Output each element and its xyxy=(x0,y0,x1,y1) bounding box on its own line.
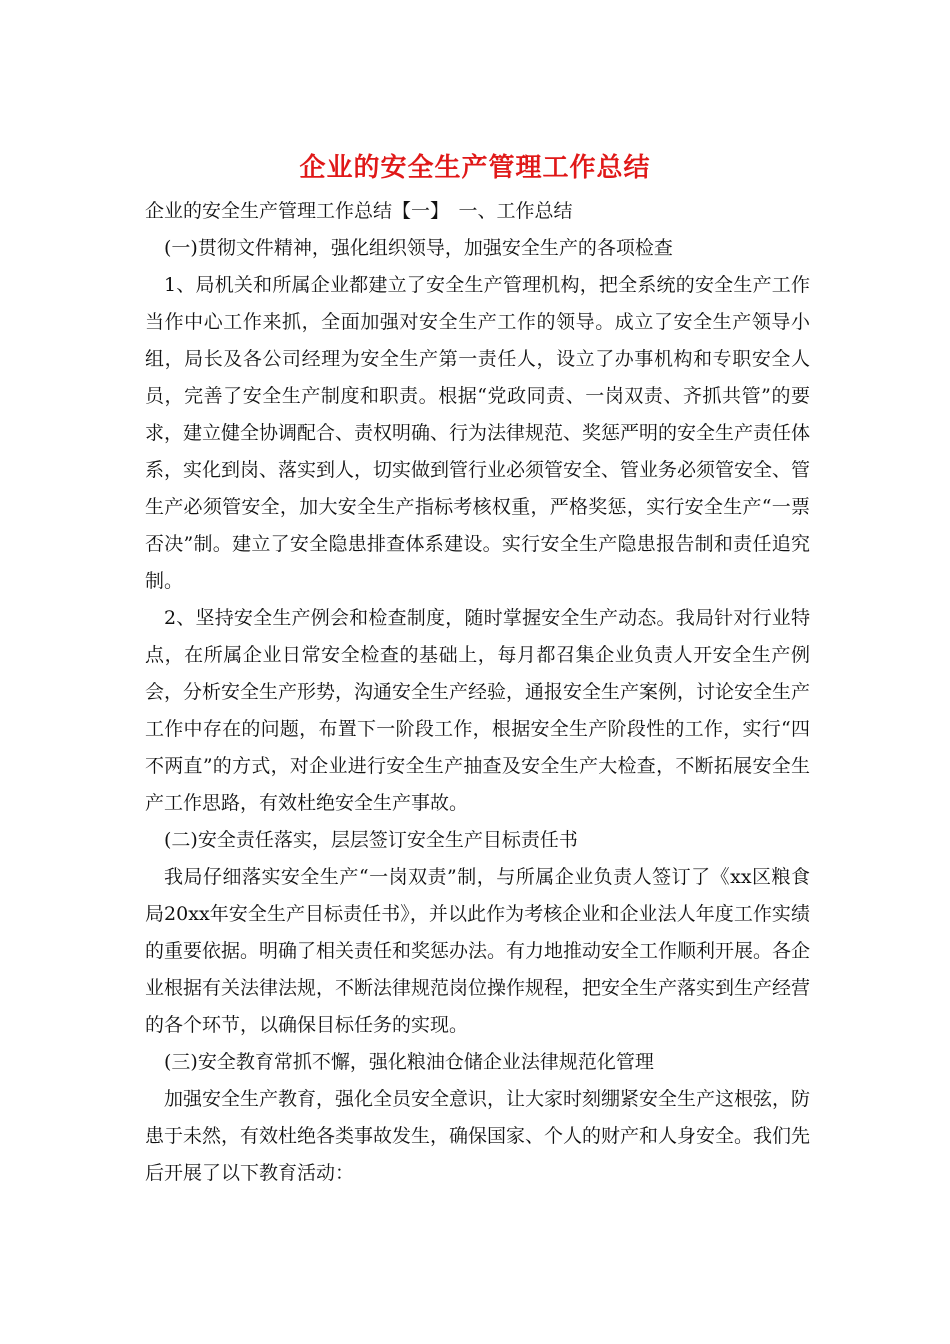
document-body xyxy=(145,193,810,1192)
section-heading-3: (三)安全教育常抓不懈，强化粮油仓储企业法律规范化管理 xyxy=(164,1051,654,1073)
section-heading-1: (一)贯彻文件精神，强化组织领导，加强安全生产的各项检查 xyxy=(164,237,673,259)
document-title: 企业的安全生产管理工作总结 xyxy=(299,153,651,183)
intro-line: 企业的安全生产管理工作总结【一】 一、工作总结 xyxy=(145,200,573,222)
paragraph-4: 加强安全生产教育，强化全员安全意识，让大家时刻绷紧安全生产这根弦，防患于未然，有效杜绝各类事故发生，确保国家、个人的财产和人身安全。我们先后开展了以下教育活动： xyxy=(145,1088,811,1184)
paragraph-3: 我局仔细落实安全生产“一岗双责”制，与所属企业负责人签订了《xx区粮食局20xx年安全生产目标责任书》，并以此作为考核企业和企业法人年度工作实绩的重要依据。明确了相关责任和奖惩办法。有力地推动安全工作顺利开展。各企业根据有关法律法规，不断法律规范岗位操作规程，把安全生产落实到生产经营的各个环节，以确保目标任务的实现。 xyxy=(145,866,811,1036)
section-heading-2: (二)安全责任落实，层层签订安全生产目标责任书 xyxy=(164,829,578,851)
paragraph-2: 2、坚持安全生产例会和检查制度，随时掌握安全生产动态。我局针对行业特点，在所属企业日常安全检查的基础上，每月都召集企业负责人开安全生产例会，分析安全生产形势，沟通安全生产经验，通报安全生产案例，讨论安全生产工作中存在的问题，布置下一阶段工作，根据安全生产阶段性的工作，实行“四不两直”的方式，对企业进行安全生产抽查及安全生产大检查，不断拓展安全生产工作思路，有效杜绝安全生产事故。 xyxy=(145,607,811,814)
paragraph-1: 1、局机关和所属企业都建立了安全生产管理机构，把全系统的安全生产工作当作中心工作来抓，全面加强对安全生产工作的领导。成立了安全生产领导小组，局长及各公司经理为安全生产第一责任人，设立了办事机构和专职安全人员，完善了安全生产制度和职责。根据“党政同责、一岗双责、齐抓共管”的要求，建立健全协调配合、责权明确、行为法律规范、奖惩严明的安全生产责任体系，实化到岗、落实到人，切实做到管行业必须管安全、管业务必须管安全、管生产必须管安全，加大安全生产指标考核权重，严格奖惩，实行安全生产“一票否决”制。建立了安全隐患排查体系建设。实行安全生产隐患报告制和责任追究制。 xyxy=(145,274,811,592)
